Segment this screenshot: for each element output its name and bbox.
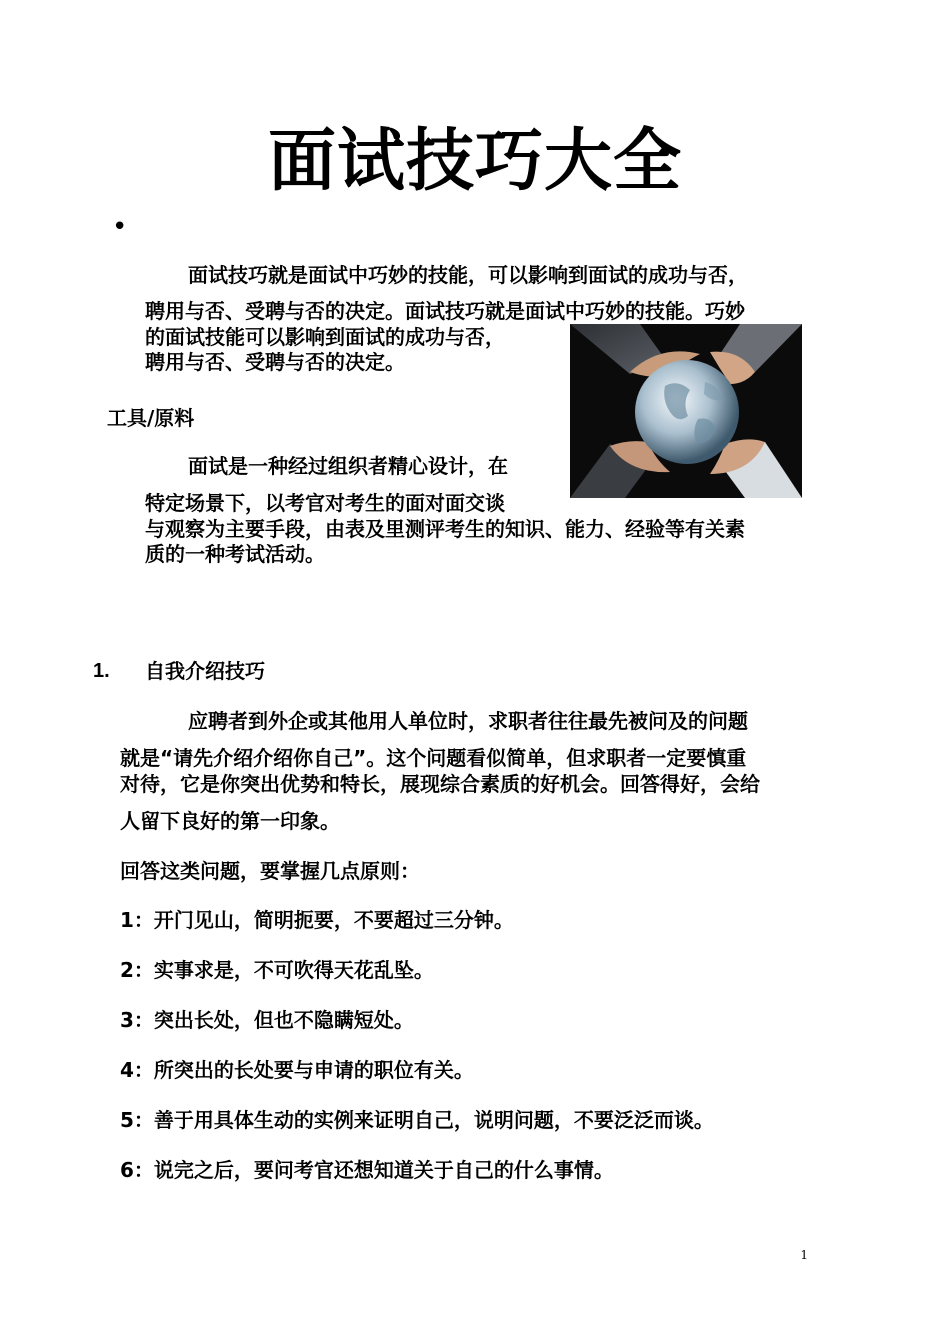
principle-item: 1：开门见山，简明扼要，不要超过三分钟。 [120, 908, 514, 932]
intro-line-3: 的面试技能可以影响到面试的成功与否， [145, 325, 505, 349]
principles-intro: 回答这类问题，要掌握几点原则： [120, 859, 420, 883]
definition-line-3: 与观察为主要手段，由表及里测评考生的知识、能力、经验等有关素 [145, 517, 745, 541]
section-body-line-4: 人留下良好的第一印象。 [120, 809, 340, 833]
tools-heading: 工具/原料 [107, 406, 195, 430]
section-body-line-3: 对待，它是你突出优势和特长，展现综合素质的好机会。回答得好，会给 [120, 772, 760, 796]
section-body-line-2: 就是“请先介绍介绍你自己”。这个问题看似简单，但求职者一定要慎重 [120, 746, 747, 770]
principle-item: 4：所突出的长处要与申请的职位有关。 [120, 1058, 474, 1082]
definition-line-1: 面试是一种经过组织者精心设计，在 [188, 454, 508, 478]
section-body-line-1: 应聘者到外企或其他用人单位时，求职者往往最先被问及的问题 [188, 709, 748, 733]
section-number: 1. [93, 660, 110, 682]
intro-line-1: 面试技巧就是面试中巧妙的技能，可以影响到面试的成功与否， [188, 263, 748, 287]
globe-hands-image [570, 324, 802, 498]
document-title: 面试技巧大全 [267, 122, 682, 201]
globe-hands-illustration [570, 324, 802, 498]
bullet-point: • [112, 212, 128, 242]
page-number: 1 [800, 1248, 808, 1262]
definition-line-4: 质的一种考试活动。 [145, 542, 325, 566]
principle-item: 2：实事求是，不可吹得天花乱坠。 [120, 958, 434, 982]
section-heading: 自我介绍技巧 [145, 659, 265, 683]
principle-item: 3：突出长处，但也不隐瞒短处。 [120, 1008, 414, 1032]
intro-line-2: 聘用与否、受聘与否的决定。面试技巧就是面试中巧妙的技能。巧妙 [145, 299, 745, 323]
principle-item: 5：善于用具体生动的实例来证明自己，说明问题，不要泛泛而谈。 [120, 1108, 714, 1132]
intro-line-4: 聘用与否、受聘与否的决定。 [145, 350, 405, 374]
principle-item: 6：说完之后，要问考官还想知道关于自己的什么事情。 [120, 1158, 614, 1182]
definition-line-2: 特定场景下，以考官对考生的面对面交谈 [145, 491, 505, 515]
